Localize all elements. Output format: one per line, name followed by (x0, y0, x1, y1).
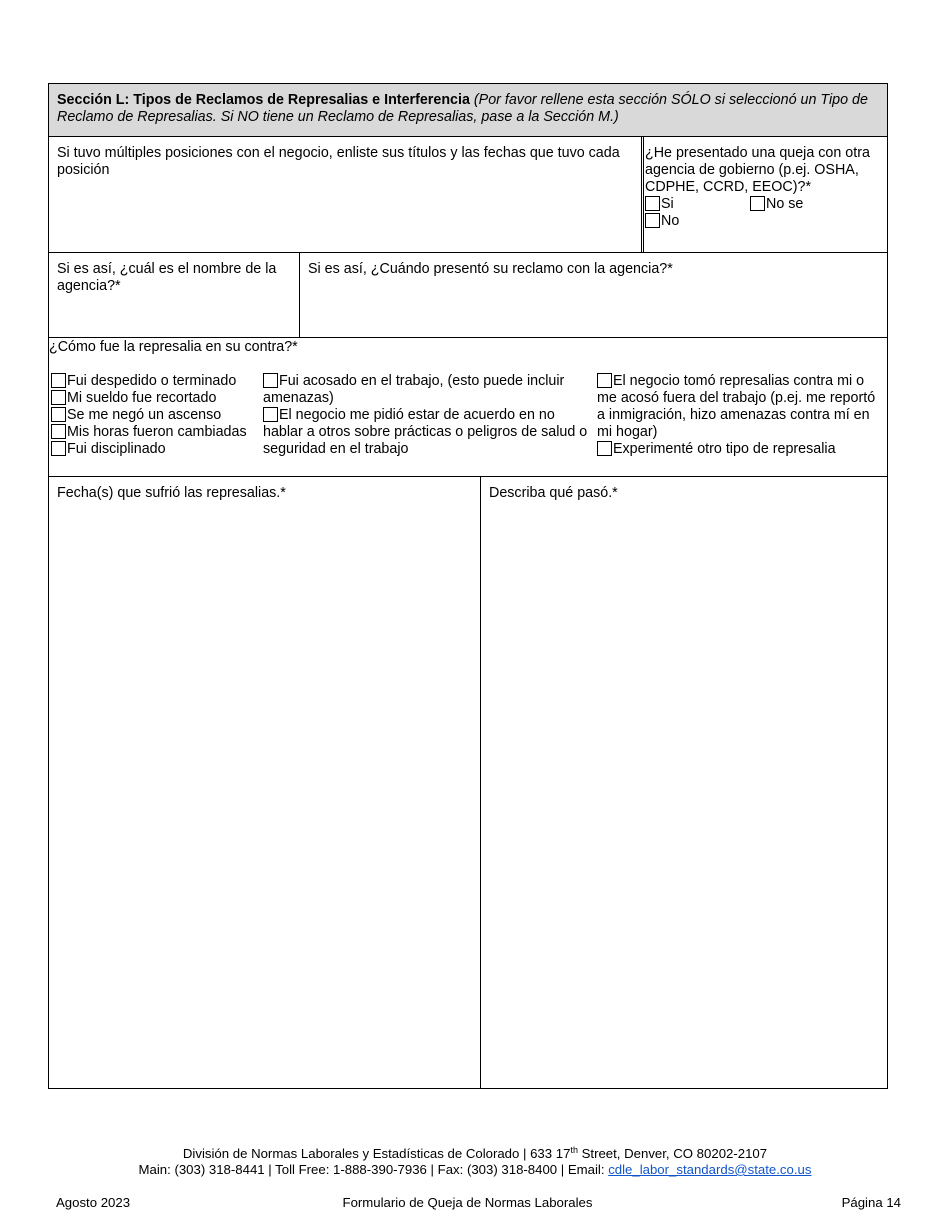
agency-details-row (49, 253, 887, 338)
retaliation-options-col3 (597, 373, 887, 458)
footer-form-name: Formulario de Queja de Normas Laborales (342, 1195, 593, 1210)
retaliation-options-col2 (263, 373, 597, 458)
checkbox[interactable] (645, 213, 660, 228)
retaliation-dates-field[interactable] (49, 477, 481, 1088)
checkbox[interactable] (51, 407, 66, 422)
agency-date-field[interactable] (300, 253, 887, 337)
checkbox[interactable] (51, 373, 66, 388)
page-number: Página 14 (841, 1195, 901, 1210)
option-silence-agreement[interactable]: El negocio me pidió estar de acuerdo en no hablar a otros sobre prácticas o peligros de salud o seguridad en el trabajo (263, 407, 588, 457)
footer-contact (0, 1146, 950, 1178)
agency-complaint-question: ¿He presentado una queja con otra agencia de gobierno (p.ej. OSHA, CDPHE, CCRD, EEOC)?* (645, 145, 870, 195)
retaliation-dates-label: Fecha(s) que sufrió las represalias.* (57, 485, 286, 501)
section-header (49, 84, 887, 137)
describe-field[interactable] (481, 477, 887, 1088)
checkbox[interactable] (263, 373, 278, 388)
retaliation-section-form (48, 83, 888, 1089)
footer-address: División de Normas Laborales y Estadísticas de Colorado | 633 17th Street, Denver, CO 80202-2107 (182, 1145, 768, 1161)
agency-complaint-field (643, 137, 887, 252)
retaliation-question: ¿Cómo fue la represalia en su contra?* (49, 339, 298, 355)
option-pay-cut[interactable]: Mi sueldo fue recortado (51, 390, 263, 407)
checkbox[interactable] (263, 407, 278, 422)
agency-name-label: Si es así, ¿cuál es el nombre de la agencia?* (57, 261, 277, 294)
section-title: Sección L: Tipos de Reclamos de Represalias e Interferencia (57, 92, 470, 108)
agency-option-no[interactable]: No (645, 213, 679, 230)
checkbox[interactable] (51, 390, 66, 405)
agency-option-si[interactable]: Si (645, 196, 674, 213)
agency-option-no-se[interactable]: No se (750, 196, 803, 213)
option-harassed-at-work[interactable]: Fui acosado en el trabajo, (esto puede incluir amenazas) (263, 373, 565, 406)
positions-field[interactable] (49, 137, 642, 252)
checkbox[interactable] (597, 441, 612, 456)
checkbox[interactable] (750, 196, 765, 211)
checkbox[interactable] (51, 424, 66, 439)
option-other-retaliation[interactable]: Experimenté otro tipo de represalia (597, 441, 885, 458)
retaliation-options-col1 (49, 373, 263, 458)
positions-label: Si tuvo múltiples posiciones con el negocio, enliste sus títulos y las fechas que tuvo cada posición (57, 145, 620, 178)
agency-date-label: Si es así, ¿Cuándo presentó su reclamo con la agencia?* (308, 261, 673, 277)
describe-label: Describa qué pasó.* (489, 485, 618, 501)
option-harassed-outside-work[interactable]: El negocio tomó represalias contra mi o me acosó fuera del trabajo (p.ej. me reportó a inmigración, hizo amenazas contra mí en mi hogar) (597, 373, 876, 440)
email-link[interactable]: cdle_labor_standards@state.co.us (608, 1162, 812, 1177)
positions-row (49, 137, 887, 253)
option-fired[interactable]: Fui despedido o terminado (51, 373, 263, 390)
option-disciplined[interactable]: Fui disciplinado (51, 441, 263, 458)
agency-name-field[interactable] (49, 253, 300, 337)
footer-phones: Main: (303) 318-8441 | Toll Free: 1-888-390-7936 | Fax: (303) 318-8400 | Email: cdle_labor_standards@state.co.us (138, 1162, 812, 1177)
option-denied-promotion[interactable]: Se me negó un ascenso (51, 407, 263, 424)
section-note: (Por favor rellene esta sección SÓLO si seleccionó un Tipo de Reclamo de Represalias. Si NO tiene un Reclamo de Represalias, pase a la Sección M.) (57, 92, 868, 125)
details-row (49, 477, 887, 1088)
footer-date: Agosto 2023 (56, 1195, 131, 1210)
checkbox[interactable] (51, 441, 66, 456)
checkbox[interactable] (597, 373, 612, 388)
retaliation-type-row (49, 338, 887, 477)
checkbox[interactable] (645, 196, 660, 211)
option-hours-changed[interactable]: Mis horas fueron cambiadas (51, 424, 263, 441)
